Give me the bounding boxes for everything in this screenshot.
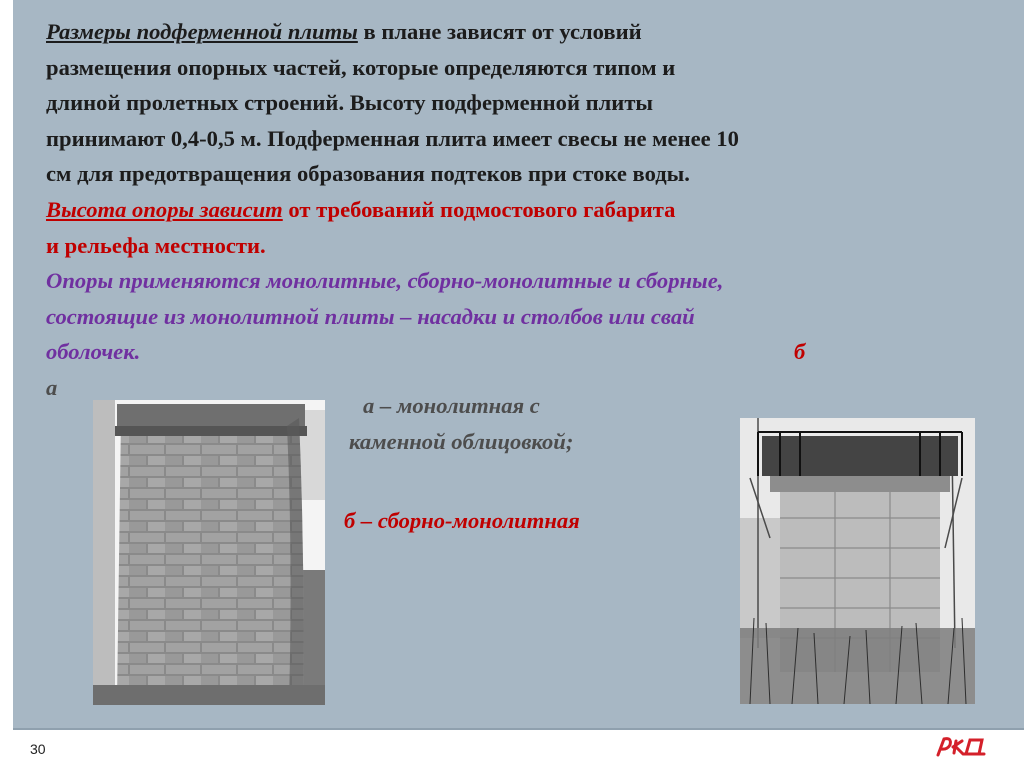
caption-a-line1: а – монолитная с (363, 393, 540, 418)
text-line-6 (46, 192, 1006, 228)
body-text (46, 14, 1006, 406)
caption-b: б – сборно-монолитная (344, 508, 580, 533)
rzd-logo-icon (934, 733, 992, 759)
stone-pier-photo-icon (93, 400, 325, 705)
text-line-10 (46, 334, 1006, 370)
text-line-10-text: оболочек. (46, 339, 141, 365)
precast-pier-photo-icon (740, 418, 975, 704)
text-line-2: размещения опорных частей, которые определяются типом и (46, 54, 676, 80)
label-a: а (46, 374, 58, 400)
text-line-6-rest: от требований подмостового габарита (282, 196, 676, 222)
text-line-5: см для предотвращения образования подтеков при стоке воды. (46, 161, 690, 187)
term-slab-size: Размеры подферменной плиты (46, 19, 358, 44)
text-line-8: Опоры применяются монолитные, сборно-монолитные и сборные, (46, 268, 724, 294)
term-pier-height: Высота опоры зависит (46, 196, 283, 222)
page-number: 30 (30, 741, 46, 757)
text-line-1-rest: в плане зависят от условий (357, 19, 642, 44)
caption-a-line2: каменной облицовкой; (349, 429, 574, 454)
text-line-3: длиной пролетных строений. Высоту подферменной плиты (46, 90, 654, 116)
label-b: б (794, 339, 806, 365)
text-line-9: состоящие из монолитной плиты – насадки и столбов или свай (46, 303, 695, 329)
text-line-4: принимают 0,4-0,5 м. Подферменная плита имеет свесы не менее 10 (46, 125, 739, 151)
footer-divider (13, 728, 1024, 730)
text-line-7: и рельефа местности. (46, 232, 266, 258)
text-line-1 (46, 14, 1006, 50)
